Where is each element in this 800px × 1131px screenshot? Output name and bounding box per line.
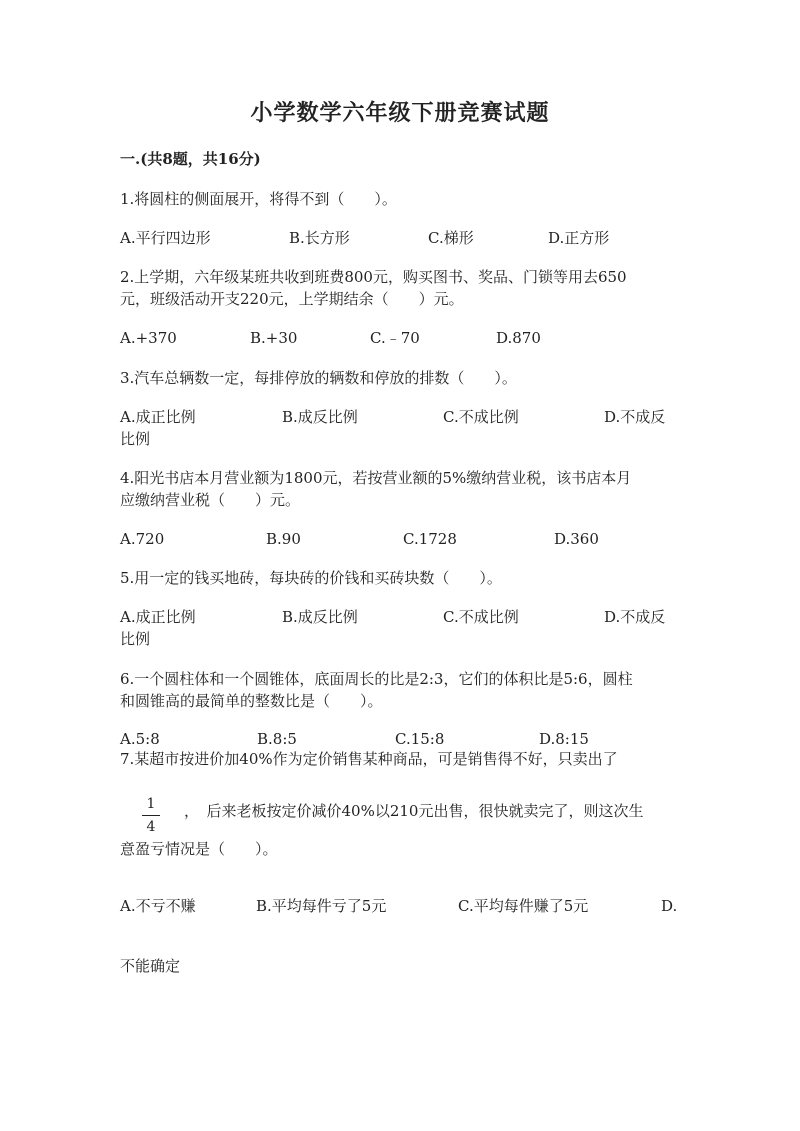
question-5-stem: 5.用一定的钱买地砖，每块砖的价钱和买砖块数（ ）。 bbox=[120, 569, 502, 587]
question-1-option-a: A.平行四边形 bbox=[120, 229, 211, 247]
question-4-option-c: C.1728 bbox=[403, 530, 457, 548]
question-2-option-c: C.﹣70 bbox=[370, 329, 420, 347]
question-3-option-d-wrap: 比例 bbox=[120, 430, 151, 448]
question-2-option-b: B.+30 bbox=[250, 329, 298, 347]
question-3-option-b: B.成反比例 bbox=[282, 408, 358, 426]
question-2-option-a: A.+370 bbox=[120, 329, 177, 347]
question-4-option-b: B.90 bbox=[266, 530, 301, 548]
fraction-one-quarter bbox=[140, 795, 162, 836]
question-4-option-d: D.360 bbox=[554, 530, 599, 548]
question-4-stem-line-1: 4.阳光书店本月营业额为1800元，若按营业额的5%缴纳营业税，该书店本月 bbox=[120, 469, 632, 487]
fraction-denominator: 4 bbox=[146, 819, 156, 835]
question-2-stem-line-1: 2.上学期，六年级某班共收到班费800元，购买图书、奖品、门锁等用去650 bbox=[120, 268, 627, 286]
question-7-option-d-wrap: 不能确定 bbox=[120, 957, 181, 975]
question-1-option-d: D.正方形 bbox=[548, 229, 610, 247]
question-2-stem-line-2: 元，班级活动开支220元，上学期结余（ ）元。 bbox=[120, 290, 464, 308]
question-6-option-b: B.8:5 bbox=[257, 730, 297, 748]
question-6-stem-line-2: 和圆锥高的最简单的整数比是（ ）。 bbox=[120, 692, 383, 710]
question-4-stem-line-2: 应缴纳营业税（ ）元。 bbox=[120, 491, 301, 509]
question-4-option-a: A.720 bbox=[120, 530, 165, 548]
question-1-option-b: B.长方形 bbox=[289, 229, 350, 247]
question-7-stem-line-2: ， 后来老板按定价减价40%以210元出售，很快就卖完了，则这次生 bbox=[184, 802, 644, 820]
question-3-option-c: C.不成比例 bbox=[443, 408, 519, 426]
question-7-stem-line-1: 7.某超市按进价加40%作为定价销售某种商品，可是销售得不好，只卖出了 bbox=[120, 750, 618, 768]
question-5-option-d-wrap: 比例 bbox=[120, 630, 151, 648]
question-5-option-b: B.成反比例 bbox=[282, 608, 358, 626]
question-7-option-b: B.平均每件亏了5元 bbox=[256, 897, 387, 915]
question-3-option-a: A.成正比例 bbox=[120, 408, 196, 426]
fraction-numerator: 1 bbox=[146, 796, 156, 812]
question-5-option-d: D.不成反 bbox=[604, 608, 666, 626]
fraction-bar bbox=[142, 815, 160, 816]
question-7-option-d: D. bbox=[661, 897, 678, 915]
question-1-option-c: C.梯形 bbox=[428, 229, 474, 247]
question-6-option-d: D.8:15 bbox=[539, 730, 589, 748]
question-2-option-d: D.870 bbox=[496, 329, 541, 347]
question-3-option-d: D.不成反 bbox=[604, 408, 666, 426]
page-title: 小学数学六年级下册竞赛试题 bbox=[250, 100, 550, 126]
question-6-option-a: A.5:8 bbox=[120, 730, 160, 748]
question-3-stem: 3.汽车总辆数一定，每排停放的辆数和停放的排数（ ）。 bbox=[120, 369, 517, 387]
question-6-option-c: C.15:8 bbox=[395, 730, 445, 748]
question-1-stem: 1.将圆柱的侧面展开，将得不到（ ）。 bbox=[120, 190, 397, 208]
question-7-stem-line-3: 意盈亏情况是（ ）。 bbox=[120, 840, 278, 858]
question-7-option-a: A.不亏不赚 bbox=[120, 897, 196, 915]
section-heading: 一.(共8题，共16分) bbox=[120, 150, 261, 168]
question-5-option-c: C.不成比例 bbox=[443, 608, 519, 626]
question-6-stem-line-1: 6.一个圆柱体和一个圆锥体，底面周长的比是2:3，它们的体积比是5:6，圆柱 bbox=[120, 670, 633, 688]
question-5-option-a: A.成正比例 bbox=[120, 608, 196, 626]
question-7-option-c: C.平均每件赚了5元 bbox=[458, 897, 589, 915]
